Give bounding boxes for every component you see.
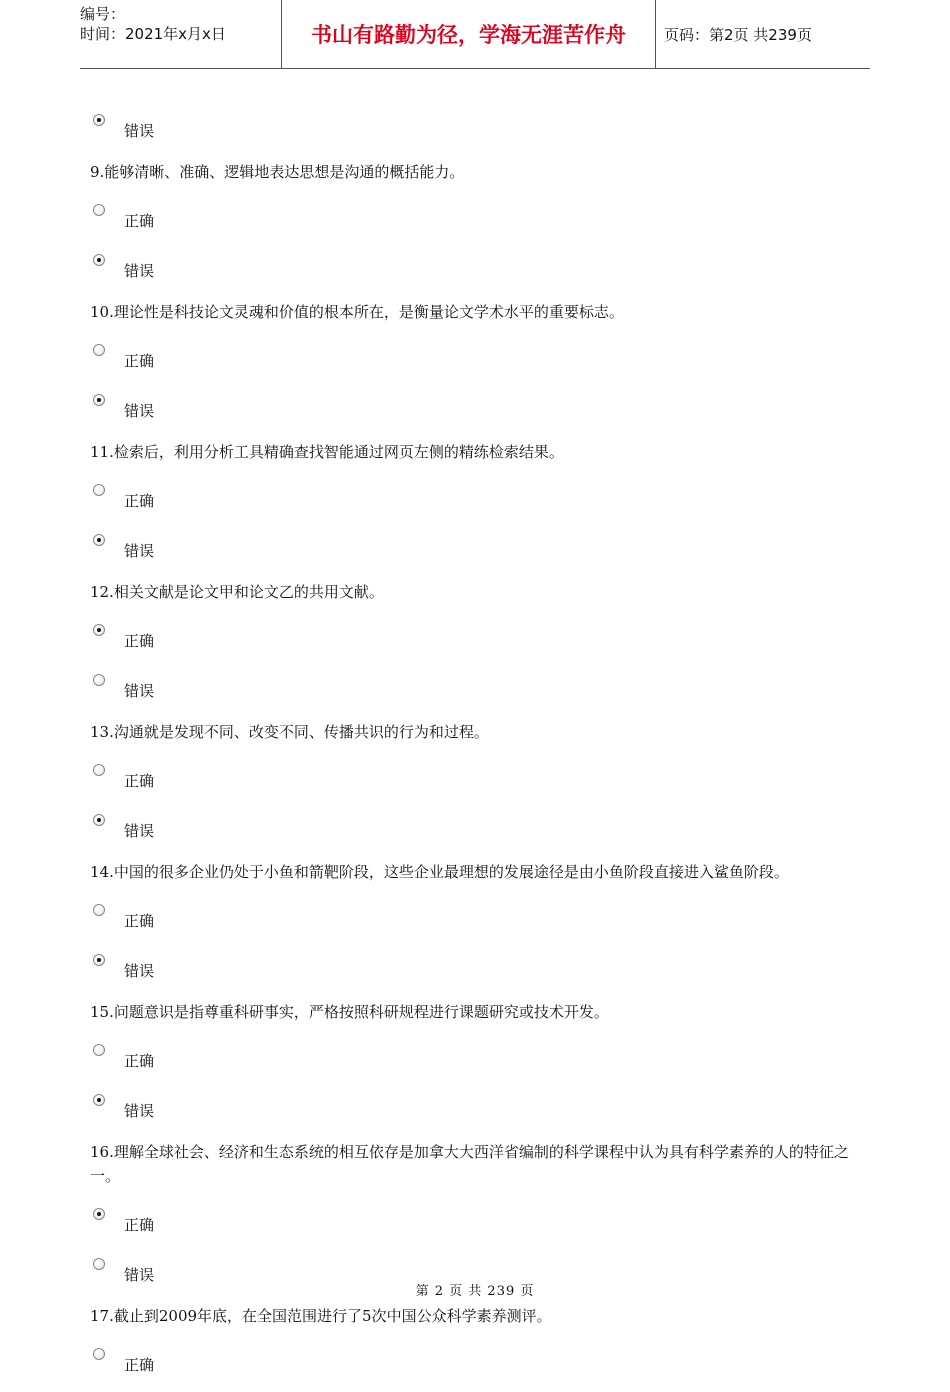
option-label: 正确	[124, 492, 155, 510]
option-label: 正确	[124, 632, 155, 650]
option-label: 正确	[124, 352, 155, 370]
radio-checked-icon[interactable]	[93, 814, 105, 826]
page-header	[80, 0, 870, 69]
question-list	[90, 108, 870, 1392]
option-label: 错误	[124, 262, 155, 280]
radio-checked-icon[interactable]	[93, 114, 105, 126]
answer-option[interactable]	[90, 1038, 870, 1088]
option-label: 错误	[124, 682, 155, 700]
answer-option[interactable]	[90, 528, 870, 578]
radio-unchecked-icon[interactable]	[93, 204, 105, 216]
radio-checked-icon[interactable]	[93, 394, 105, 406]
radio-checked-icon[interactable]	[93, 254, 105, 266]
option-label: 正确	[124, 212, 155, 230]
answer-option[interactable]	[90, 338, 870, 388]
radio-checked-icon[interactable]	[93, 954, 105, 966]
option-label: 错误	[124, 822, 155, 840]
option-label: 正确	[124, 772, 155, 790]
answer-option[interactable]	[90, 808, 870, 858]
radio-unchecked-icon[interactable]	[93, 764, 105, 776]
option-label: 错误	[124, 122, 155, 140]
question-text: 12.相关文献是论文甲和论文乙的共用文献。	[90, 583, 384, 601]
question-text: 16.理解全球社会、经济和生态系统的相互依存是加拿大大西洋省编制的科学课程中认为具有科学素养的人的特征之一。	[90, 1143, 849, 1185]
question-text: 11.检索后，利用分析工具精确查找智能通过网页左侧的精练检索结果。	[90, 443, 564, 461]
option-label: 正确	[124, 912, 155, 930]
radio-checked-icon[interactable]	[93, 1094, 105, 1106]
question-text: 15.问题意识是指尊重科研事实，严格按照科研规程进行课题研究或技术开发。	[90, 1003, 609, 1021]
page-footer: 第 2 页 共 239 页	[415, 1284, 535, 1299]
answer-option[interactable]	[90, 1342, 870, 1392]
option-label: 正确	[124, 1356, 155, 1374]
answer-option[interactable]	[90, 898, 870, 948]
header-motto: 书山有路勤为径，学海无涯苦作舟	[281, 0, 656, 68]
radio-checked-icon[interactable]	[93, 1208, 105, 1220]
question-text: 10.理论性是科技论文灵魂和价值的根本所在，是衡量论文学术水平的重要标志。	[90, 303, 624, 321]
answer-option[interactable]	[90, 1202, 870, 1252]
option-label: 正确	[124, 1216, 155, 1234]
header-meta	[80, 0, 280, 72]
radio-unchecked-icon[interactable]	[93, 344, 105, 356]
radio-unchecked-icon[interactable]	[93, 1348, 105, 1360]
radio-unchecked-icon[interactable]	[93, 484, 105, 496]
radio-checked-icon[interactable]	[93, 624, 105, 636]
answer-option[interactable]	[90, 248, 870, 298]
radio-checked-icon[interactable]	[93, 534, 105, 546]
answer-option[interactable]	[90, 668, 870, 718]
header-page-info: 页码：第2页 共239页	[664, 25, 812, 44]
question-text: 14.中国的很多企业仍处于小鱼和箭靶阶段，这些企业最理想的发展途径是由小鱼阶段直接进入鲨鱼阶段。	[90, 863, 789, 881]
radio-unchecked-icon[interactable]	[93, 1044, 105, 1056]
answer-option[interactable]	[90, 758, 870, 808]
option-label: 错误	[124, 962, 155, 980]
time-label: 时间：2021年x月x日	[80, 25, 226, 43]
option-label: 错误	[124, 1266, 155, 1284]
question-text: 13.沟通就是发现不同、改变不同、传播共识的行为和过程。	[90, 723, 489, 741]
option-label: 正确	[124, 1052, 155, 1070]
radio-unchecked-icon[interactable]	[93, 904, 105, 916]
answer-option[interactable]	[90, 618, 870, 668]
question-text: 17.截止到2009年底，在全国范围进行了5次中国公众科学素养测评。	[90, 1307, 552, 1325]
answer-option[interactable]	[90, 478, 870, 528]
number-label: 编号：	[80, 5, 126, 23]
answer-option[interactable]	[90, 948, 870, 998]
radio-unchecked-icon[interactable]	[93, 674, 105, 686]
answer-option[interactable]	[90, 1088, 870, 1138]
answer-option[interactable]	[90, 198, 870, 248]
option-label: 错误	[124, 402, 155, 420]
answer-option[interactable]	[90, 388, 870, 438]
option-label: 错误	[124, 542, 155, 560]
answer-option[interactable]	[90, 108, 870, 158]
question-text: 9.能够清晰、准确、逻辑地表达思想是沟通的概括能力。	[90, 163, 465, 181]
option-label: 错误	[124, 1102, 155, 1120]
radio-unchecked-icon[interactable]	[93, 1258, 105, 1270]
